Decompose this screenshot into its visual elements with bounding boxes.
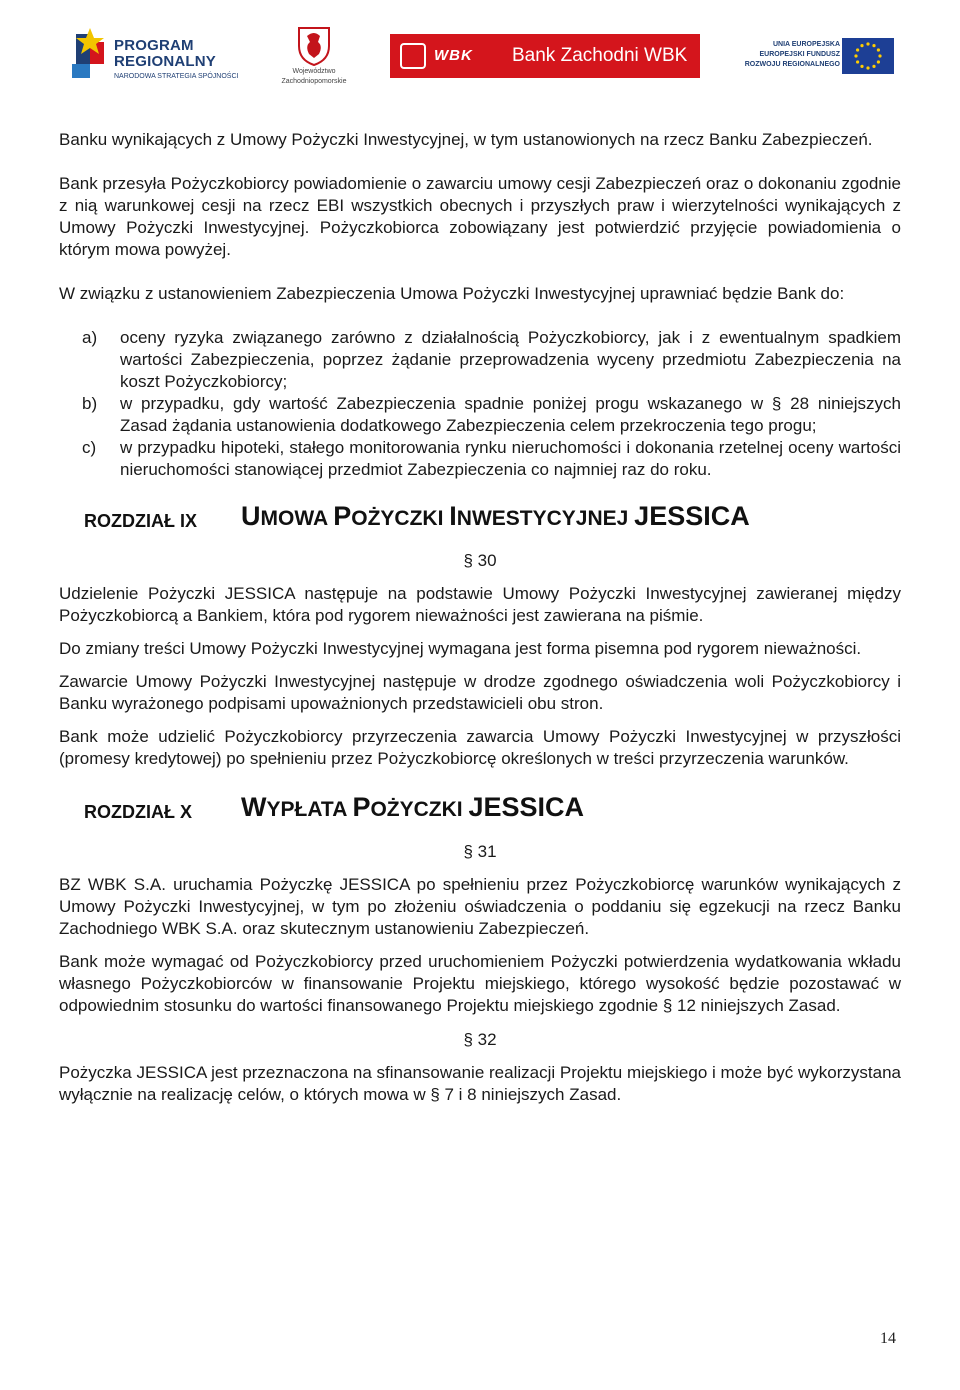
s32-paragraph-1: Pożyczka JESSICA jest przeznaczona na sfinansowanie realizacji Projektu miejskiego i może być wykorzystana wyłącznie na realizację celów, o których mowa w § 7 i 8 niniejszych Zasad. xyxy=(59,1063,901,1104)
section-30-label: § 30 xyxy=(463,551,497,570)
list-item-text: w przypadku hipoteki, stałego monitorowania rynku nieruchomości i dokonania rzetelnej oceny wartości nieruchomości stanowiącej przedmiot Zabezpieczenia co najmniej raz do roku. xyxy=(120,438,901,479)
chapter-9-number: ROZDZIAŁ IX xyxy=(84,511,197,531)
list-item xyxy=(59,393,901,437)
section-31-heading xyxy=(59,840,901,864)
page-number: 14 xyxy=(880,1330,896,1347)
star-icon xyxy=(68,28,110,84)
paragraph-cession-notice: Bank przesyła Pożyczkobiorcy powiadomienie o zawarciu umowy cesji Zabezpieczeń oraz o dokonaniu zgodnie z nią warunkowej cesji na rzecz EBI wszystkich obecnych i przyszłych praw i wierzytelności wynikających z Umowy Pożyczki Inwestycyjnej. Pożyczkobiorca zobowiązany jest potwierdzić przyjęcie powiadomienia o którym mowa powyżej. xyxy=(59,174,901,259)
eu-logo-line2: EUROPEJSKI FUNDUSZ xyxy=(759,51,840,58)
list-item xyxy=(59,437,901,481)
list-item-text: w przypadku, gdy wartość Zabezpieczenia spadnie poniżej progu wskazanego w § 28 niniejszych Zasad żądania ustanowienia dodatkowego Zabezpieczenia celem przekroczenia tego progu; xyxy=(120,394,901,435)
bank-rights-list xyxy=(59,327,901,481)
program-logo-line3: NARODOWA STRATEGIA SPÓJNOŚCI xyxy=(114,73,239,80)
chapter-10-title: WYPŁATA POŻYCZKI JESSICA xyxy=(241,792,585,822)
s30-paragraph-3: Zawarcie Umowy Pożyczki Inwestycyjnej następuje w drodze zgodnego oświadczenia woli Pożyczkobiorcy i Banku wyrażonego podpisami upoważnionych przedstawicieli obu stron. xyxy=(59,672,901,713)
voivodeship-caption-2: Zachodniopomorskie xyxy=(281,78,347,85)
s30-paragraph-4: Bank może udzielić Pożyczkobiorcy przyrzeczenia zawarcia Umowy Pożyczki Inwestycyjnej w przyszłości (promesy kredytowej) po spełnieniu przez Pożyczkobiorcę określonych w treści przyrzeczenia warunków. xyxy=(59,727,901,768)
paragraph-bank-rights: W związku z ustanowieniem Zabezpieczenia Umowa Pożyczki Inwestycyjnej uprawniać będzie Bank do: xyxy=(59,284,845,303)
section-30-heading xyxy=(59,549,901,573)
eu-logo-line1: UNIA EUROPEJSKA xyxy=(772,41,840,48)
s30-paragraph-1: Udzielenie Pożyczki JESSICA następuje na podstawie Umowy Pożyczki Inwestycyjnej zawieranej między Pożyczkobiorcą a Bankiem, która pod rygorem nieważności jest zawierana na piśmie. xyxy=(59,584,901,625)
program-logo-title xyxy=(114,38,216,70)
list-item-label: a) xyxy=(82,328,98,347)
voivodeship-caption-1: Województwo xyxy=(292,68,336,75)
bank-name: Bank Zachodni WBK xyxy=(512,45,688,66)
voivodeship-logo xyxy=(272,26,356,88)
logo-header xyxy=(0,22,960,92)
paragraph-continuation: Banku wynikających z Umowy Pożyczki Inwestycyjnej, w tym ustanowionych na rzecz Banku Zabezpieczeń. xyxy=(59,130,873,149)
eu-logo-text xyxy=(740,40,840,70)
list-item xyxy=(59,327,901,393)
chapter-9-title: UMOWA POŻYCZKI INWESTYCYJNEJ JESSICA xyxy=(241,501,750,531)
program-logo-line2: REGIONALNY xyxy=(114,53,217,70)
eu-flag-icon xyxy=(842,38,894,74)
chapter-10-number: ROZDZIAŁ X xyxy=(84,802,192,822)
program-regionalny-logo xyxy=(68,28,238,84)
document-body xyxy=(59,129,901,1117)
section-32-heading xyxy=(59,1028,901,1052)
eu-fund-logo xyxy=(740,38,895,78)
s31-paragraph-2: Bank może wymagać od Pożyczkobiorcy przed uruchomieniem Pożyczki potwierdzenia wydatkowania wkładu własnego Pożyczkobiorców w finansowanie Projektu miejskiego, którego wysokość będzie pozostawać w odpowiednim stosunku do wartości finansowanego Projektu miejskiego zgodnie § 12 niniejszych Zasad. xyxy=(59,952,901,1015)
section-32-label: § 32 xyxy=(463,1030,497,1049)
program-logo-line1: PROGRAM xyxy=(114,37,194,54)
bank-mark-icon xyxy=(400,43,426,69)
list-item-label: c) xyxy=(82,438,97,457)
bank-zachodni-logo xyxy=(390,34,700,78)
section-31-label: § 31 xyxy=(463,842,497,861)
s31-paragraph-1: BZ WBK S.A. uruchamia Pożyczkę JESSICA po spełnieniu przez Pożyczkobiorcę warunków wynikających z Umowy Pożyczki Inwestycyjnej, w tym po złożeniu oświadczenia o poddaniu się egzekucji na rzecz Banku Zachodniego WBK S.A. oraz skutecznym ustanowieniu Zabezpieczeń. xyxy=(59,875,901,938)
chapter-10-heading xyxy=(59,792,901,836)
list-item-label: b) xyxy=(82,394,98,413)
bank-brand: WBK xyxy=(434,47,473,64)
chapter-9-heading xyxy=(59,501,901,545)
list-item-text: oceny ryzyka związanego zarówno z działalnością Pożyczkobiorcy, jak i z ewentualnym spadkiem wartości Zabezpieczenia, poprzez żądanie przeprowadzenia wyceny przedmiotu Zabezpieczenia na koszt Pożyczkobiorcy; xyxy=(120,328,901,391)
s30-paragraph-2: Do zmiany treści Umowy Pożyczki Inwestycyjnej wymagana jest forma pisemna pod rygorem nieważności. xyxy=(59,639,862,658)
griffin-crest-icon xyxy=(295,26,333,66)
eu-logo-line3: ROZWOJU REGIONALNEGO xyxy=(744,61,840,68)
